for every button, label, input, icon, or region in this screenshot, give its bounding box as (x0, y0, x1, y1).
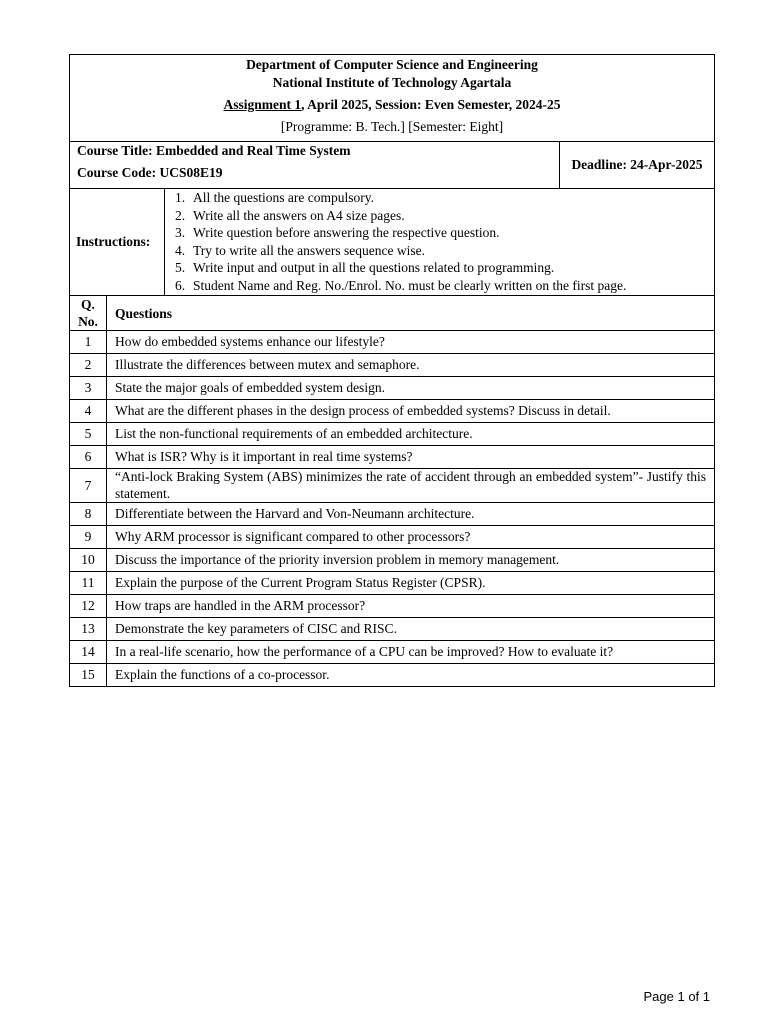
question-number: 3 (70, 377, 107, 400)
column-header-qno: Q. No. (70, 296, 107, 331)
question-number: 15 (70, 664, 107, 687)
question-number: 5 (70, 423, 107, 446)
course-code: Course Code: UCS08E19 (77, 165, 223, 180)
question-text: Discuss the importance of the priority inversion problem in memory management. (107, 549, 715, 572)
instruction-item (175, 207, 714, 225)
question-number: 6 (70, 446, 107, 469)
course-details (70, 142, 560, 188)
instruction-number: 2. (175, 207, 186, 223)
question-text: What are the different phases in the design process of embedded systems? Discuss in detail. (107, 400, 715, 423)
table-row (70, 526, 714, 549)
table-row (70, 664, 714, 687)
instruction-number: 4. (175, 242, 186, 258)
instruction-item (175, 277, 714, 295)
instruction-text: All the questions are compulsory. (193, 190, 374, 205)
table-row (70, 423, 714, 446)
table-row (70, 331, 714, 354)
instruction-item (175, 224, 714, 242)
question-text: How do embedded systems enhance our lifestyle? (107, 331, 715, 354)
table-row (70, 595, 714, 618)
question-text: In a real-life scenario, how the performance of a CPU can be improved? How to evaluate it? (107, 641, 715, 664)
instruction-text: Write input and output in all the questions related to programming. (193, 260, 555, 276)
assignment-line (70, 96, 714, 114)
instruction-item (175, 189, 714, 207)
assignment-details: , April 2025, Session: Even Semester, 2024-25 (301, 97, 561, 112)
assignment-label: Assignment 1 (223, 97, 302, 112)
question-number: 1 (70, 331, 107, 354)
table-row (70, 469, 714, 503)
instruction-number: 6. (175, 277, 186, 293)
instruction-number: 3. (175, 225, 186, 241)
question-number: 11 (70, 572, 107, 595)
question-text: Illustrate the differences between mutex and semaphore. (107, 354, 715, 377)
table-row (70, 549, 714, 572)
question-text: “Anti-lock Braking System (ABS) minimizes the rate of accident through an embedded system”- Justify this statement. (107, 469, 715, 503)
question-text: What is ISR? Why is it important in real time systems? (107, 446, 715, 469)
instruction-text: Write all the answers on A4 size pages. (193, 207, 405, 223)
table-row (70, 377, 714, 400)
question-text: Demonstrate the key parameters of CISC and RISC. (107, 618, 715, 641)
deadline: Deadline: 24-Apr-2025 (571, 157, 703, 172)
assignment-sheet (69, 54, 715, 687)
question-text: Differentiate between the Harvard and Von-Neumann architecture. (107, 503, 715, 526)
instruction-item (175, 259, 714, 277)
instruction-item (175, 242, 714, 260)
question-number: 10 (70, 549, 107, 572)
question-number: 13 (70, 618, 107, 641)
table-row (70, 354, 714, 377)
question-number: 12 (70, 595, 107, 618)
instruction-text: Write question before answering the respective question. (193, 225, 500, 241)
course-info (70, 142, 714, 189)
question-number: 8 (70, 503, 107, 526)
question-text: Explain the purpose of the Current Program Status Register (CPSR). (107, 572, 715, 595)
question-number: 4 (70, 400, 107, 423)
document-header (70, 56, 714, 142)
instructions-section (70, 189, 714, 296)
instruction-number: 1. (175, 190, 186, 205)
department-name: Department of Computer Science and Engineering (246, 57, 538, 72)
question-text: How traps are handled in the ARM processor? (107, 595, 715, 618)
table-row (70, 641, 714, 664)
question-number: 9 (70, 526, 107, 549)
column-header-questions: Questions (115, 305, 173, 321)
course-title: Course Title: Embedded and Real Time System (77, 143, 351, 158)
instructions-list (165, 189, 714, 295)
table-row (70, 618, 714, 641)
instruction-text: Student Name and Reg. No./Enrol. No. must be clearly written on the first page. (193, 277, 627, 293)
table-row (70, 446, 714, 469)
questions-table (70, 296, 714, 686)
table-row (70, 400, 714, 423)
question-number: 14 (70, 641, 107, 664)
question-text: Explain the functions of a co-processor. (107, 664, 715, 687)
question-text: Why ARM processor is significant compared to other processors? (107, 526, 715, 549)
page-number: Page 1 of 1 (643, 989, 710, 1004)
programme-line: [Programme: B. Tech.] [Semester: Eight] (280, 119, 504, 134)
question-number: 2 (70, 354, 107, 377)
question-number: 7 (70, 469, 107, 503)
question-text: State the major goals of embedded system design. (107, 377, 715, 400)
table-row (70, 572, 714, 595)
table-row (70, 503, 714, 526)
question-text: List the non-functional requirements of an embedded architecture. (107, 423, 715, 446)
instruction-text: Try to write all the answers sequence wise. (193, 242, 425, 258)
institute-name: National Institute of Technology Agartala (272, 75, 512, 90)
instruction-number: 5. (175, 260, 186, 276)
instructions-label: Instructions: (70, 189, 165, 295)
table-header-row (70, 296, 714, 331)
